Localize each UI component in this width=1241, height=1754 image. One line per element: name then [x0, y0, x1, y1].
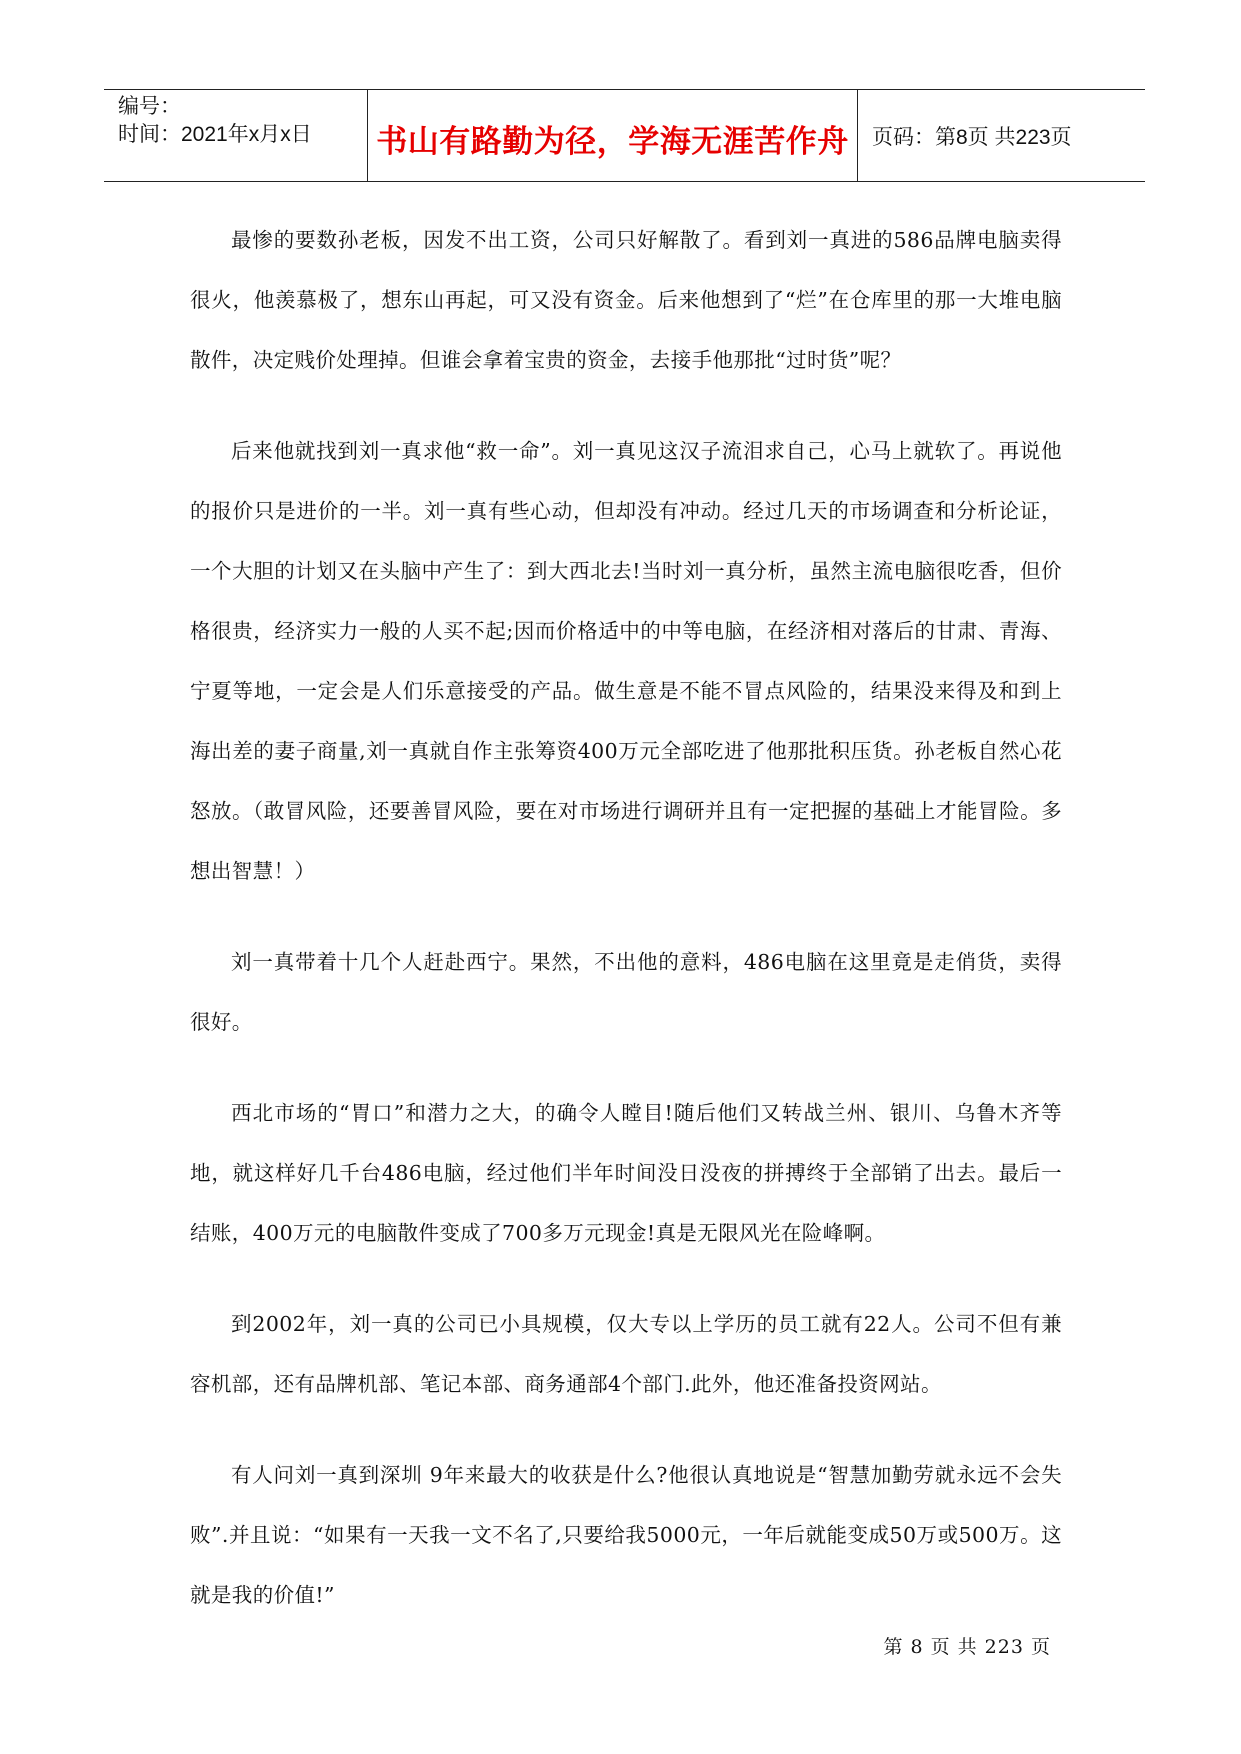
paragraph: 最惨的要数孙老板，因发不出工资，公司只好解散了。看到刘一真进的586品牌电脑卖得很火，他羡慕极了，想东山再起，可又没有资金。后来他想到了“烂”在仓库里的那一大堆电脑散件，决定贱价处理掉。但谁会拿着宝贵的资金，去接手他那批“过时货”呢？	[190, 228, 1062, 372]
header-page-info: 页码：第8页 共223页	[872, 125, 1072, 149]
paragraph: 到2002年，刘一真的公司已小具规模，仅大专以上学历的员工就有22人。公司不但有兼容机部，还有品牌机部、笔记本部、商务通部4个部门.此外，他还准备投资网站。	[190, 1312, 1062, 1396]
date-label: 时间：2021年x月x日	[118, 123, 312, 146]
header-meta-cell	[104, 90, 368, 181]
page-footer: 第 8 页 共 223 页	[883, 1636, 1051, 1658]
paragraph: 刘一真带着十几个人赶赴西宁。果然，不出他的意料，486电脑在这里竟是走俏货，卖得很好。	[190, 950, 1062, 1034]
paragraph: 后来他就找到刘一真求他“救一命”。刘一真见这汉子流泪求自己，心马上就软了。再说他的报价只是进价的一半。刘一真有些心动，但却没有冲动。经过几天的市场调查和分析论证，一个大胆的计划又在头脑中产生了：到大西北去!当时刘一真分析，虽然主流电脑很吃香，但价格很贵，经济实力一般的人买不起;因而价格适中的中等电脑，在经济相对落后的甘肃、青海、宁夏等地，一定会是人们乐意接受的产品。做生意是不能不冒点风险的，结果没来得及和到上海出差的妻子商量,刘一真就自作主张筹资400万元全部吃进了他那批积压货。孙老板自然心花怒放。（敢冒风险，还要善冒风险，要在对市场进行调研并且有一定把握的基础上才能冒险。多想出智慧！）	[190, 439, 1062, 883]
paragraph: 西北市场的“胃口”和潜力之大，的确令人瞠目!随后他们又转战兰州、银川、乌鲁木齐等地，就这样好几千台486电脑，经过他们半年时间没日没夜的拼搏终于全部销了出去。最后一结账，400万元的电脑散件变成了700多万元现金!真是无限风光在险峰啊。	[190, 1101, 1062, 1245]
page-header	[104, 89, 1145, 182]
header-page-cell	[858, 90, 1145, 181]
document-body	[190, 210, 1062, 1656]
paragraph: 有人问刘一真到深圳 9年来最大的收获是什么?他很认真地说是“智慧加勤劳就永远不会失败”.并且说：“如果有一天我一文不名了,只要给我5000元，一年后就能变成50万或500万。这就是我的价值!”	[190, 1463, 1062, 1607]
serial-number-label: 编号：	[118, 95, 181, 118]
header-motto-cell	[368, 90, 858, 181]
header-motto: 书山有路勤为径，学海无涯苦作舟	[376, 124, 849, 160]
